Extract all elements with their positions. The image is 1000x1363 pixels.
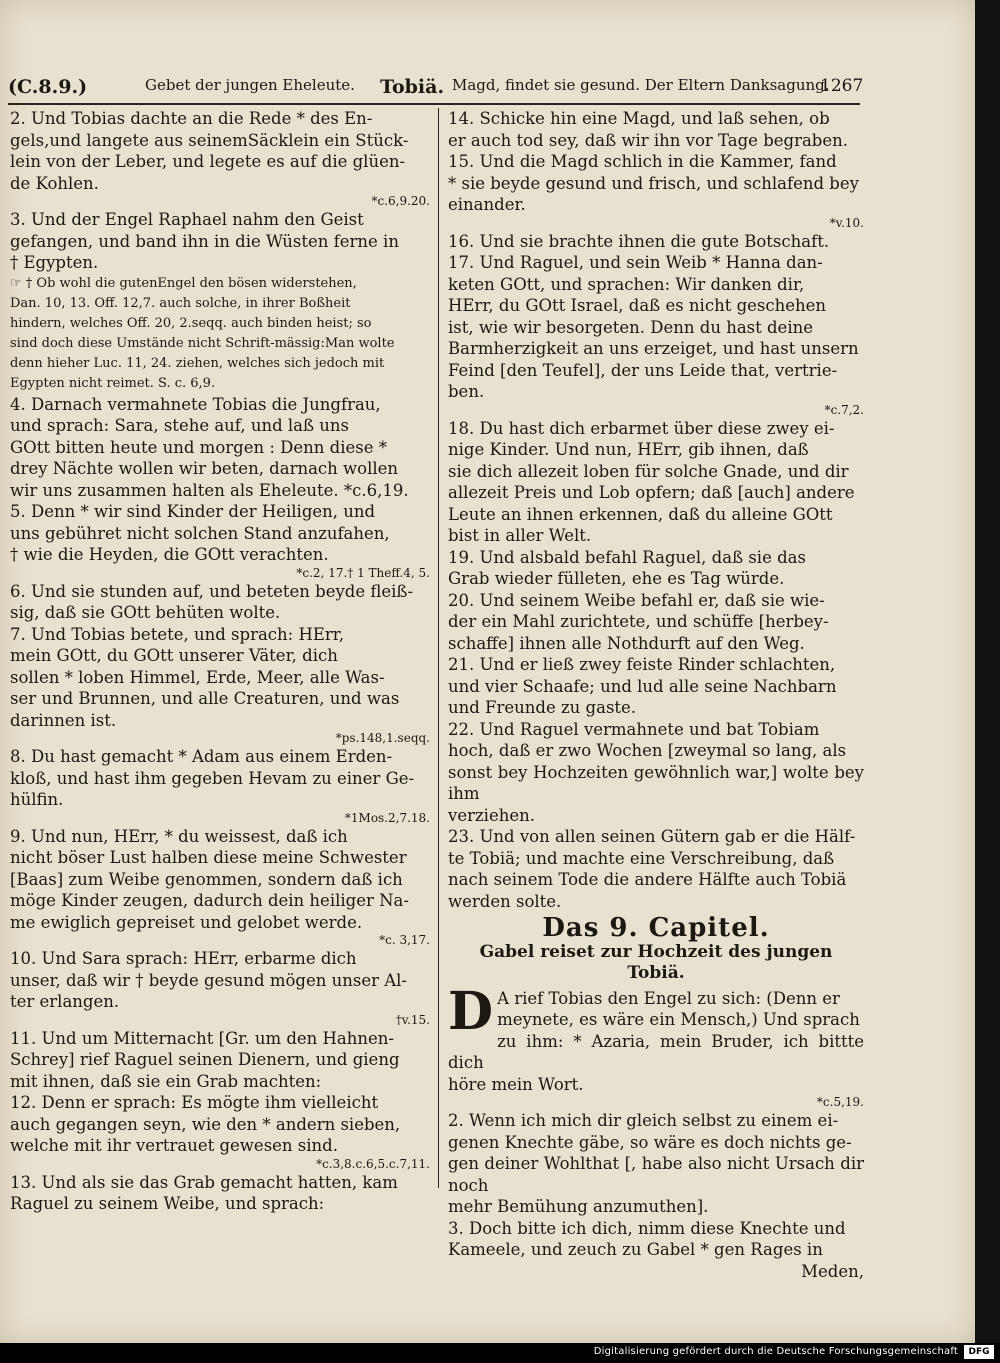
verse-text: 3. Doch bitte ich dich, nimm diese Knechte und Kameele, und zeuch zu Gabel * gen Rages in	[448, 1218, 846, 1259]
cross-reference: *c.6,9.20.	[371, 194, 430, 208]
verse	[10, 581, 430, 624]
catchword: Meden,	[801, 1261, 864, 1281]
verse	[10, 624, 430, 747]
verse-text: A rief Tobias den Engel zu sich: (Denn er meynete, es wäre ein Mensch,) Und sprach zu ihm: * Azaria, mein Bruder, ich bittte dich höre mein Wort.	[448, 988, 864, 1094]
page-number: 1267	[820, 76, 864, 96]
funding-credit: Digitalisierung gefördert durch die Deutsche Forschungsgemeinschaft	[593, 1346, 958, 1357]
verse	[448, 547, 864, 590]
right-running-title: Magd, findet sie gesund. Der Eltern Danksagung.	[452, 76, 830, 94]
verse-text: 8. Du hast gemacht * Adam aus einem Erden- kloß, und hast ihm gegeben Hevam zu einer Ge- hülfin.	[10, 747, 415, 809]
verse-text: 18. Du hast dich erbarmet über diese zwey ei- nige Kinder. Und nun, HErr, gib ihnen, daß sie dich allezeit loben für solche Gnade, und dir allezeit Preis und Lob opfern; daß [auch] andere Leute an ihnen erkennen, daß du alleine GOtt bist in aller Welt.	[448, 418, 855, 545]
verse	[10, 394, 430, 502]
verse-text: 5. Denn * wir sind Kinder der Heiligen, und uns gebühret nicht solchen Stand anzufahen, † wie die Heyden, die GOtt verachten.	[10, 502, 390, 564]
running-header	[0, 76, 975, 102]
verse	[448, 654, 864, 719]
verse	[448, 151, 864, 231]
verse-text: 22. Und Raguel vermahnete und bat Tobiam hoch, daß er zwo Wochen [zweymal so lang, als sonst bey Hochzeiten gewöhnlich war,] wolte bey ihm verziehen.	[448, 719, 864, 825]
chapter-summary: Gabel reiset zur Hochzeit des jungen Tobiä.	[479, 941, 833, 983]
cross-reference: *c.5,19.	[816, 1095, 864, 1109]
verses-chapter-nine	[448, 980, 864, 1261]
verse	[10, 501, 430, 581]
cross-reference: *c.2, 17.† 1 Theff.4, 5.	[296, 565, 430, 580]
header-rule	[8, 103, 860, 105]
drop-cap: D	[448, 980, 494, 1042]
verse	[10, 1172, 430, 1215]
verse	[10, 274, 430, 394]
verse-text: 21. Und er ließ zwey feiste Rinder schlachten, und vier Schaafe; und lud alle seine Nachbarn und Freunde zu gaste.	[448, 655, 837, 717]
verse	[10, 1028, 430, 1093]
verse	[448, 108, 864, 151]
dfg-logo: DFG	[964, 1345, 994, 1359]
cross-reference: *c.7,2.	[824, 402, 864, 417]
verse	[10, 1092, 430, 1172]
verse-text: 13. Und als sie das Grab gemacht hatten, kam Raguel zu seinem Weibe, und sprach:	[10, 1172, 398, 1213]
verse-text: 19. Und alsbald befahl Raguel, daß sie das Grab wieder fülleten, ehe es Tag würde.	[448, 547, 806, 588]
running-book-title: Tobiä.	[380, 76, 445, 98]
verse-text: 6. Und sie stunden auf, und beteten beyde fleiß- sig, daß sie GOtt behüten wolte.	[10, 581, 414, 622]
chapter-reference: (C.8.9.)	[8, 76, 88, 98]
verse	[448, 1218, 864, 1261]
verse	[448, 1110, 864, 1218]
verse	[448, 826, 864, 912]
verse-text: 3. Und der Engel Raphael nahm den Geist gefangen, und band ihn in die Wüsten ferne in † Egypten.	[10, 210, 399, 272]
verse-text: 23. Und von allen seinen Gütern gab er die Hälf- te Tobiä; und machte eine Verschreibung, daß nach seinem Tode die andere Hälfte auch Tobiä werden solte.	[448, 827, 856, 911]
verse	[10, 209, 430, 274]
verses-chapter-eight	[448, 108, 864, 912]
verse-text: 17. Und Raguel, und sein Weib * Hanna dan- keten GOtt, und sprachen: Wir danken dir, HErr, du GOtt Israel, daß es nicht geschehen ist, wie wir besorgeten. Denn du hast deine Barmherzigkeit an uns erzeiget, und hast unsern Feind [den Teufel], der uns Leide that, vertrie- ben.	[448, 253, 859, 401]
verse-text: 2. Und Tobias dachte an die Rede * des En- gels,und langete aus seinemSäcklein ein Stück- lein von der Leber, und legete es auf die glüen- de Kohlen.	[10, 109, 409, 193]
cross-reference: *c.3,8.c.6,5.c.7,11.	[316, 1156, 430, 1171]
verse	[448, 418, 864, 547]
verse-text: 15. Und die Magd schlich in die Kammer, fand * sie beyde gesund und frisch, und schlafend bey einander.	[448, 152, 859, 214]
verse-text: 14. Schicke hin eine Magd, und laß sehen, ob er auch tod sey, daß wir ihn vor Tage begraben.	[448, 109, 849, 150]
verse	[448, 252, 864, 418]
verse-text: 12. Denn er sprach: Es mögte ihm vielleicht auch gegangen seyn, wie den * andern sieben, welche mit ihr vertrauet gewesen sind.	[10, 1093, 401, 1155]
cross-reference: *v.10.	[829, 215, 864, 230]
cross-reference: †v.15.	[395, 1012, 430, 1027]
verse-text: 2. Wenn ich mich dir gleich selbst zu einem ei- genen Knechte gäbe, so wäre es doch nichts ge- gen deiner Wohlthat [, habe also nicht Ursach dir noch mehr Bemühung anzumuthen].	[448, 1111, 864, 1216]
verse-text: 7. Und Tobias betete, und sprach: HErr, mein GOtt, du GOtt unserer Väter, dich sollen * loben Himmel, Erde, Meer, alle Was- ser und Brunnen, und alle Creaturen, und was darinnen ist.	[10, 624, 400, 730]
left-running-title: Gebet der jungen Eheleute.	[145, 76, 355, 94]
verse-text: 4. Darnach vermahnete Tobias die Jungfrau, und sprach: Sara, stehe auf, und laß uns GOtt bitten heute und morgen : Denn diese * drey Nächte wollen wir beten, darnach wollen wir uns zusammen halten als Eheleute. *c.6,19.	[10, 394, 409, 500]
left-column	[10, 108, 430, 1215]
column-divider	[438, 108, 439, 1188]
commentary-note: ☞ † Ob wohl die gutenEngel den bösen widerstehen, Dan. 10, 13. Off. 12,7. auch solche, in ihrer Boßheit hindern, welches Off. 20, 2.seqq. auch binden heist; so sind doch diese Umstände nicht Schrift-mässig:Man wolte denn hieher Luc. 11, 24. ziehen, welches sich jedoch mit Egypten nicht reimet. S. c. 6,9.	[10, 275, 395, 391]
verse	[10, 826, 430, 949]
cross-reference: *c. 3,17.	[379, 933, 430, 947]
verse-text: 16. Und sie brachte ihnen die gute Botschaft.	[448, 231, 830, 251]
verse-text: 11. Und um Mitternacht [Gr. um den Hahnen- Schrey] rief Raguel seinen Dienern, und gieng mit ihnen, daß sie ein Grab machten:	[10, 1028, 400, 1091]
chapter-title: Das 9. Capitel.	[542, 913, 770, 943]
verse	[10, 108, 430, 209]
page-edge	[975, 0, 1000, 1343]
verse	[448, 231, 864, 253]
verse-text: 9. Und nun, HErr, * du weissest, daß ich nicht böser Lust halben diese meine Schwester [Baas] zum Weibe genommen, sondern daß ich möge Kinder zeugen, dadurch dein heiliger Na- me ewiglich gepreiset und gelobet werde.	[10, 826, 409, 932]
verse-text: 20. Und seinem Weibe befahl er, daß sie wie- der ein Mahl zurichtete, und schüffe [herbey- schaffe] ihnen alle Nothdurft auf den Weg.	[448, 590, 829, 653]
right-column	[448, 108, 864, 1282]
verse	[10, 746, 430, 826]
cross-reference: *ps.148,1.seqq.	[335, 731, 430, 745]
verse	[448, 590, 864, 655]
verse-text: 10. Und Sara sprach: HErr, erbarme dich unser, daß wir † beyde gesund mögen unser Al- ter erlangen.	[10, 949, 407, 1011]
verse	[10, 948, 430, 1028]
cross-reference: *1Mos.2,7.18.	[344, 810, 430, 825]
verse	[448, 719, 864, 827]
verse	[448, 980, 864, 1111]
